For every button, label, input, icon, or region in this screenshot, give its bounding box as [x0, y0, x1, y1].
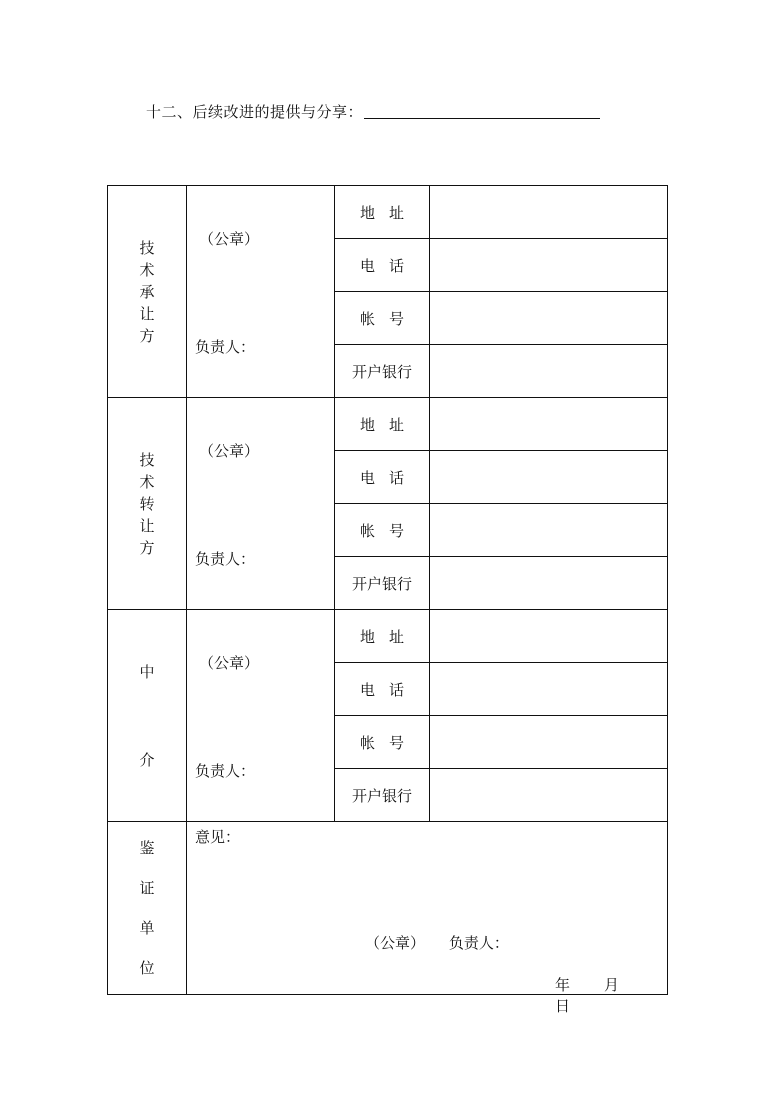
- field-label-phone: 电话: [335, 451, 430, 504]
- address-input[interactable]: [430, 610, 668, 663]
- official-seal-label: （公章）: [365, 934, 426, 952]
- table-row: [108, 186, 668, 239]
- stamp-cell[interactable]: [187, 610, 335, 822]
- signature-table: [107, 185, 668, 1015]
- section-heading: 十二、后续改进的提供与分享：: [146, 103, 364, 121]
- responsible-person-label: 负责人：: [448, 934, 509, 952]
- date-line: [555, 974, 667, 1016]
- field-label-account: 帐号: [335, 716, 430, 769]
- field-label-bank: 开户银行: [335, 769, 430, 822]
- official-seal-label: （公章）: [199, 230, 260, 248]
- field-label-bank: 开户银行: [335, 557, 430, 610]
- bank-input[interactable]: [430, 769, 668, 822]
- verification-label: 鉴 证 单 位: [139, 839, 155, 977]
- responsible-person-label: 负责人：: [195, 338, 256, 356]
- verification-label-cell: [108, 822, 187, 995]
- address-input[interactable]: [430, 398, 668, 451]
- party-label-cell: [108, 186, 187, 398]
- party-label: 技 术 转 让 方: [139, 450, 155, 557]
- party-label: 技 术 承 让 方: [139, 238, 155, 345]
- field-label-address: 地址: [335, 610, 430, 663]
- field-label-address: 地址: [335, 186, 430, 239]
- bank-input[interactable]: [430, 557, 668, 610]
- field-label-address: 地址: [335, 398, 430, 451]
- verification-signature: [365, 932, 509, 953]
- verification-opinion-cell[interactable]: [187, 822, 668, 1015]
- account-input[interactable]: [430, 292, 668, 345]
- field-label-account: 帐号: [335, 504, 430, 557]
- opinion-label: 意见：: [195, 828, 241, 846]
- responsible-person-label: 负责人：: [195, 762, 256, 780]
- table-row: [108, 398, 668, 451]
- address-input[interactable]: [430, 186, 668, 239]
- account-input[interactable]: [430, 716, 668, 769]
- party-label: 中 介: [139, 662, 155, 769]
- phone-input[interactable]: [430, 663, 668, 716]
- date-year: 年: [555, 976, 571, 994]
- field-label-account: 帐号: [335, 292, 430, 345]
- official-seal-label: （公章）: [199, 654, 260, 672]
- phone-input[interactable]: [430, 451, 668, 504]
- field-label-bank: 开户银行: [335, 345, 430, 398]
- date-month: 月: [604, 976, 620, 994]
- field-label-phone: 电话: [335, 239, 430, 292]
- date-day: 日: [555, 997, 571, 1015]
- responsible-person-label: 负责人：: [195, 550, 256, 568]
- stamp-cell[interactable]: [187, 186, 335, 398]
- field-label-phone: 电话: [335, 663, 430, 716]
- party-label-cell: [108, 398, 187, 610]
- table-row: [108, 822, 668, 995]
- party-label-cell: [108, 610, 187, 822]
- official-seal-label: （公章）: [199, 442, 260, 460]
- fill-in-line[interactable]: [364, 118, 600, 119]
- table-row: [108, 610, 668, 663]
- phone-input[interactable]: [430, 239, 668, 292]
- stamp-cell[interactable]: [187, 398, 335, 610]
- account-input[interactable]: [430, 504, 668, 557]
- bank-input[interactable]: [430, 345, 668, 398]
